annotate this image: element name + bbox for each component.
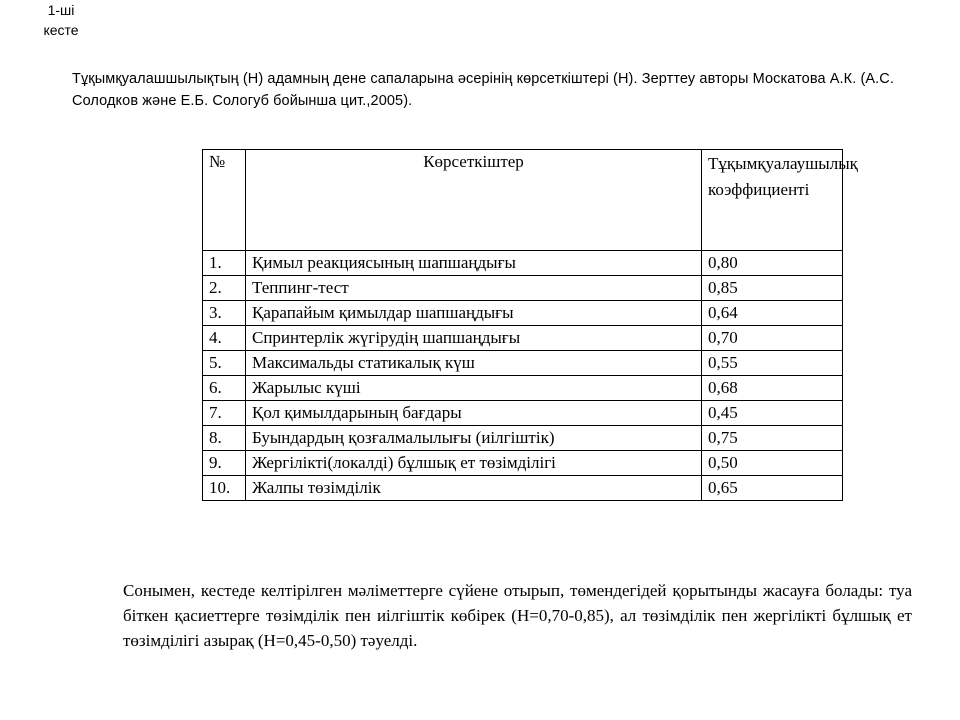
table-row [203, 276, 843, 301]
row-coefficient: 0,80 [702, 251, 843, 276]
header-coefficient: Тұқымқуалаушылық коэффициенті [702, 150, 843, 251]
table-caption: Тұқымқуалашшылықтың (Н) адамның дене сапаларына әсерінің көрсеткіштері (Н). Зерттеу авторы Москатова А.К. (А.С. Солодков және Е.Б. Сологуб бойынша цит.,2005). [72, 71, 894, 109]
row-indicator: Жергілікті(локалді) бұлшық ет төзімділігі [246, 451, 702, 476]
row-indicator: Жалпы төзімділік [246, 476, 702, 501]
row-number: 2. [203, 276, 246, 301]
table-row [203, 476, 843, 501]
row-number: 4. [203, 326, 246, 351]
header-number: № [203, 150, 246, 251]
table-row [203, 426, 843, 451]
row-indicator: Қол қимылдарының бағдары [246, 401, 702, 426]
row-number: 7. [203, 401, 246, 426]
row-indicator: Қимыл реакциясының шапшаңдығы [246, 251, 702, 276]
row-indicator: Теппинг-тест [246, 276, 702, 301]
row-coefficient: 0,85 [702, 276, 843, 301]
row-indicator: Максимальды статикалық күш [246, 351, 702, 376]
table-row [203, 326, 843, 351]
row-coefficient: 0,70 [702, 326, 843, 351]
table-number-line1: 1-ші [47, 2, 75, 18]
row-coefficient: 0,45 [702, 401, 843, 426]
row-coefficient: 0,64 [702, 301, 843, 326]
row-number: 10. [203, 476, 246, 501]
row-indicator: Спринтерлік жүгірудің шапшаңдығы [246, 326, 702, 351]
row-number: 9. [203, 451, 246, 476]
table-body [203, 251, 843, 501]
row-number: 1. [203, 251, 246, 276]
table-row [203, 351, 843, 376]
table-header-row [203, 150, 843, 251]
row-indicator: Жарылыс күші [246, 376, 702, 401]
row-indicator: Қарапайым қимылдар шапшаңдығы [246, 301, 702, 326]
row-coefficient: 0,75 [702, 426, 843, 451]
row-indicator: Буындардың қозғалмалылығы (иілгіштік) [246, 426, 702, 451]
row-coefficient: 0,55 [702, 351, 843, 376]
table-row [203, 251, 843, 276]
table-row [203, 451, 843, 476]
conclusion-paragraph: Сонымен, кестеде келтірілген мәліметтерге сүйене отырып, төмендегідей қорытынды жасауға болады: туа біткен қасиеттерге төзімділік пен иілгіштік көбірек (Н=0,70-0,85), ал төзімділік пен жергілікті бұлшық ет төзімділігі азырақ (Н=0,45-0,50) тәуелді. [123, 581, 912, 650]
row-coefficient: 0,50 [702, 451, 843, 476]
row-number: 6. [203, 376, 246, 401]
header-indicator: Көрсеткіштер [246, 150, 702, 251]
row-number: 3. [203, 301, 246, 326]
heritability-table [202, 149, 858, 501]
table-number-label [29, 0, 93, 40]
table-row [203, 301, 843, 326]
row-coefficient: 0,65 [702, 476, 843, 501]
table-row [203, 376, 843, 401]
table-number-line2: кесте [43, 22, 79, 38]
row-number: 5. [203, 351, 246, 376]
table-row [203, 401, 843, 426]
row-number: 8. [203, 426, 246, 451]
row-coefficient: 0,68 [702, 376, 843, 401]
